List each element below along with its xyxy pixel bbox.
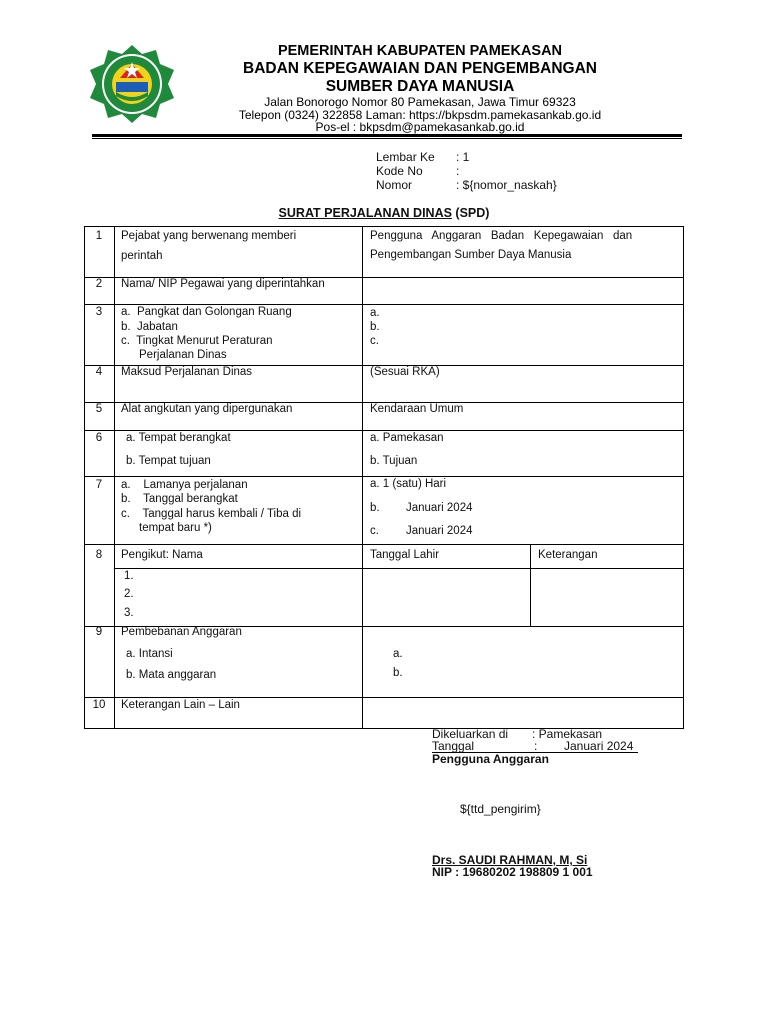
row3-item-b: b. Jabatan [121,321,178,333]
row1-value-cont: Pengembangan Sumber Daya Manusia [370,249,572,261]
row9-value-b: b. [393,667,403,679]
row3-item-c-cont: Perjalanan Dinas [139,349,227,361]
meta-nomor-label: Nomor [376,178,413,192]
row6-value-b: b. Tujuan [370,455,418,467]
table-line [84,226,684,227]
signer-name: Drs. SAUDI RAHMAN, M, Si [432,853,588,867]
row2-label: Nama/ NIP Pegawai yang diperintahkan [121,278,325,290]
row3-value-b: b. [370,321,380,333]
row-number: 7 [95,479,103,491]
letterhead-address: Jalan Bonorogo Nomor 80 Pamekasan, Jawa Timur 69323 [264,95,576,109]
issued-at-value: : Pamekasan [532,727,603,741]
issued-date-sep: : [534,739,538,753]
row9-value-a: a. [393,648,403,660]
signature-placeholder: ${ttd_pengirim} [460,802,541,816]
letterhead-email: Pos-el : bkpsdm@pamekasankab.go.id [315,120,525,134]
row7-value-c: Januari 2024 [406,525,473,537]
row-number: 4 [95,366,103,378]
row7-item-a: a. Lamanya perjalanan [121,479,248,491]
table-line [683,226,684,729]
row7-value-c-label: c. [370,525,379,537]
row6-item-b: b. Tempat tujuan [126,455,211,467]
row6-value-a: a. Pamekasan [370,432,444,444]
row7-value-a: a. 1 (satu) Hari [370,478,447,490]
meta-lembar-value: : 1 [456,150,470,164]
row-number: 6 [95,432,103,444]
row5-value: Kendaraan Umum [370,403,464,415]
row9-item-b: b. Mata anggaran [126,669,217,681]
row3-value-c: c. [370,335,379,347]
document-title-main: SURAT PERJALANAN DINAS [278,206,452,220]
row-number: 3 [95,306,103,318]
row7-value-b: Januari 2024 [406,502,473,514]
letterhead-phone: Telepon (0324) 322858 Laman: https://bkpsdm.pamekasankab.go.id [238,108,602,122]
signer-role: Pengguna Anggaran [432,752,549,766]
table-line [84,544,684,545]
letterhead-rule-thick [92,134,682,137]
letterhead-government: PEMERINTAH KABUPATEN PAMEKASAN [277,43,563,59]
row1-value: Pengguna Anggaran Badan Kepegawaian dan [370,230,633,242]
regency-emblem-logo [86,42,178,126]
row1-label: Pejabat yang berwenang memberi [121,230,297,242]
meta-nomor-value: : ${nomor_naskah} [456,178,557,192]
letterhead-agency: BADAN KEPEGAWAIAN DAN PENGEMBANGAN [243,60,597,77]
letterhead-agency-cont: SUMBER DAYA MANUSIA [325,78,515,95]
document-title [0,206,768,220]
row4-label: Maksud Perjalanan Dinas [121,366,253,378]
row8-col-birthdate: Tanggal Lahir [370,549,440,561]
issued-at-label: Dikeluarkan di [432,727,509,741]
row8-list-item: 3. [124,607,134,619]
row6-item-a: a. Tempat berangkat [126,432,231,444]
row9-item-a: a. Intansi [126,648,173,660]
table-line [114,568,684,569]
table-line [114,226,115,729]
row3-item-a: a. Pangkat dan Golongan Ruang [121,306,292,318]
letterhead-rule-thin [92,138,682,139]
document-title-suffix: (SPD) [451,206,490,220]
issued-date-label: Tanggal [432,739,475,753]
row7-value-b-label: b. [370,502,380,514]
row7-item-c-cont: tempat baru *) [139,522,212,534]
row8-label: Pengikut: Nama [121,549,203,561]
row-number: 1 [95,230,103,242]
row7-item-c: c. Tanggal harus kembali / Tiba di [121,508,302,520]
signer-nip: NIP : 19680202 198809 1 001 [432,865,593,879]
row3-item-c: c. Tingkat Menurut Peraturan [121,335,273,347]
table-line [530,544,531,626]
row7-item-b: b. Tanggal berangkat [121,493,238,505]
issued-date-line [432,739,638,753]
table-line [362,226,363,729]
row-number: 2 [95,278,103,290]
row4-value: (Sesuai RKA) [370,366,440,378]
row-number: 5 [95,403,103,415]
spd-table [84,226,684,729]
row-number: 10 [92,699,106,711]
meta-lembar-label: Lembar Ke [376,150,435,164]
row3-value-a: a. [370,307,380,319]
row8-list-item: 2. [124,588,134,600]
row1-label-cont: perintah [121,250,163,262]
row9-label: Pembebanan Anggaran [121,626,242,638]
row8-list-item: 1. [124,570,134,582]
row-number: 8 [95,549,103,561]
meta-kode-label: Kode No [376,164,423,178]
row10-label: Keterangan Lain – Lain [121,699,240,711]
issued-date-value: Januari 2024 [564,739,634,753]
row8-col-notes: Keterangan [538,549,598,561]
row-number: 9 [95,626,103,638]
meta-kode-value: : [456,164,460,178]
row5-label: Alat angkutan yang dipergunakan [121,403,293,415]
